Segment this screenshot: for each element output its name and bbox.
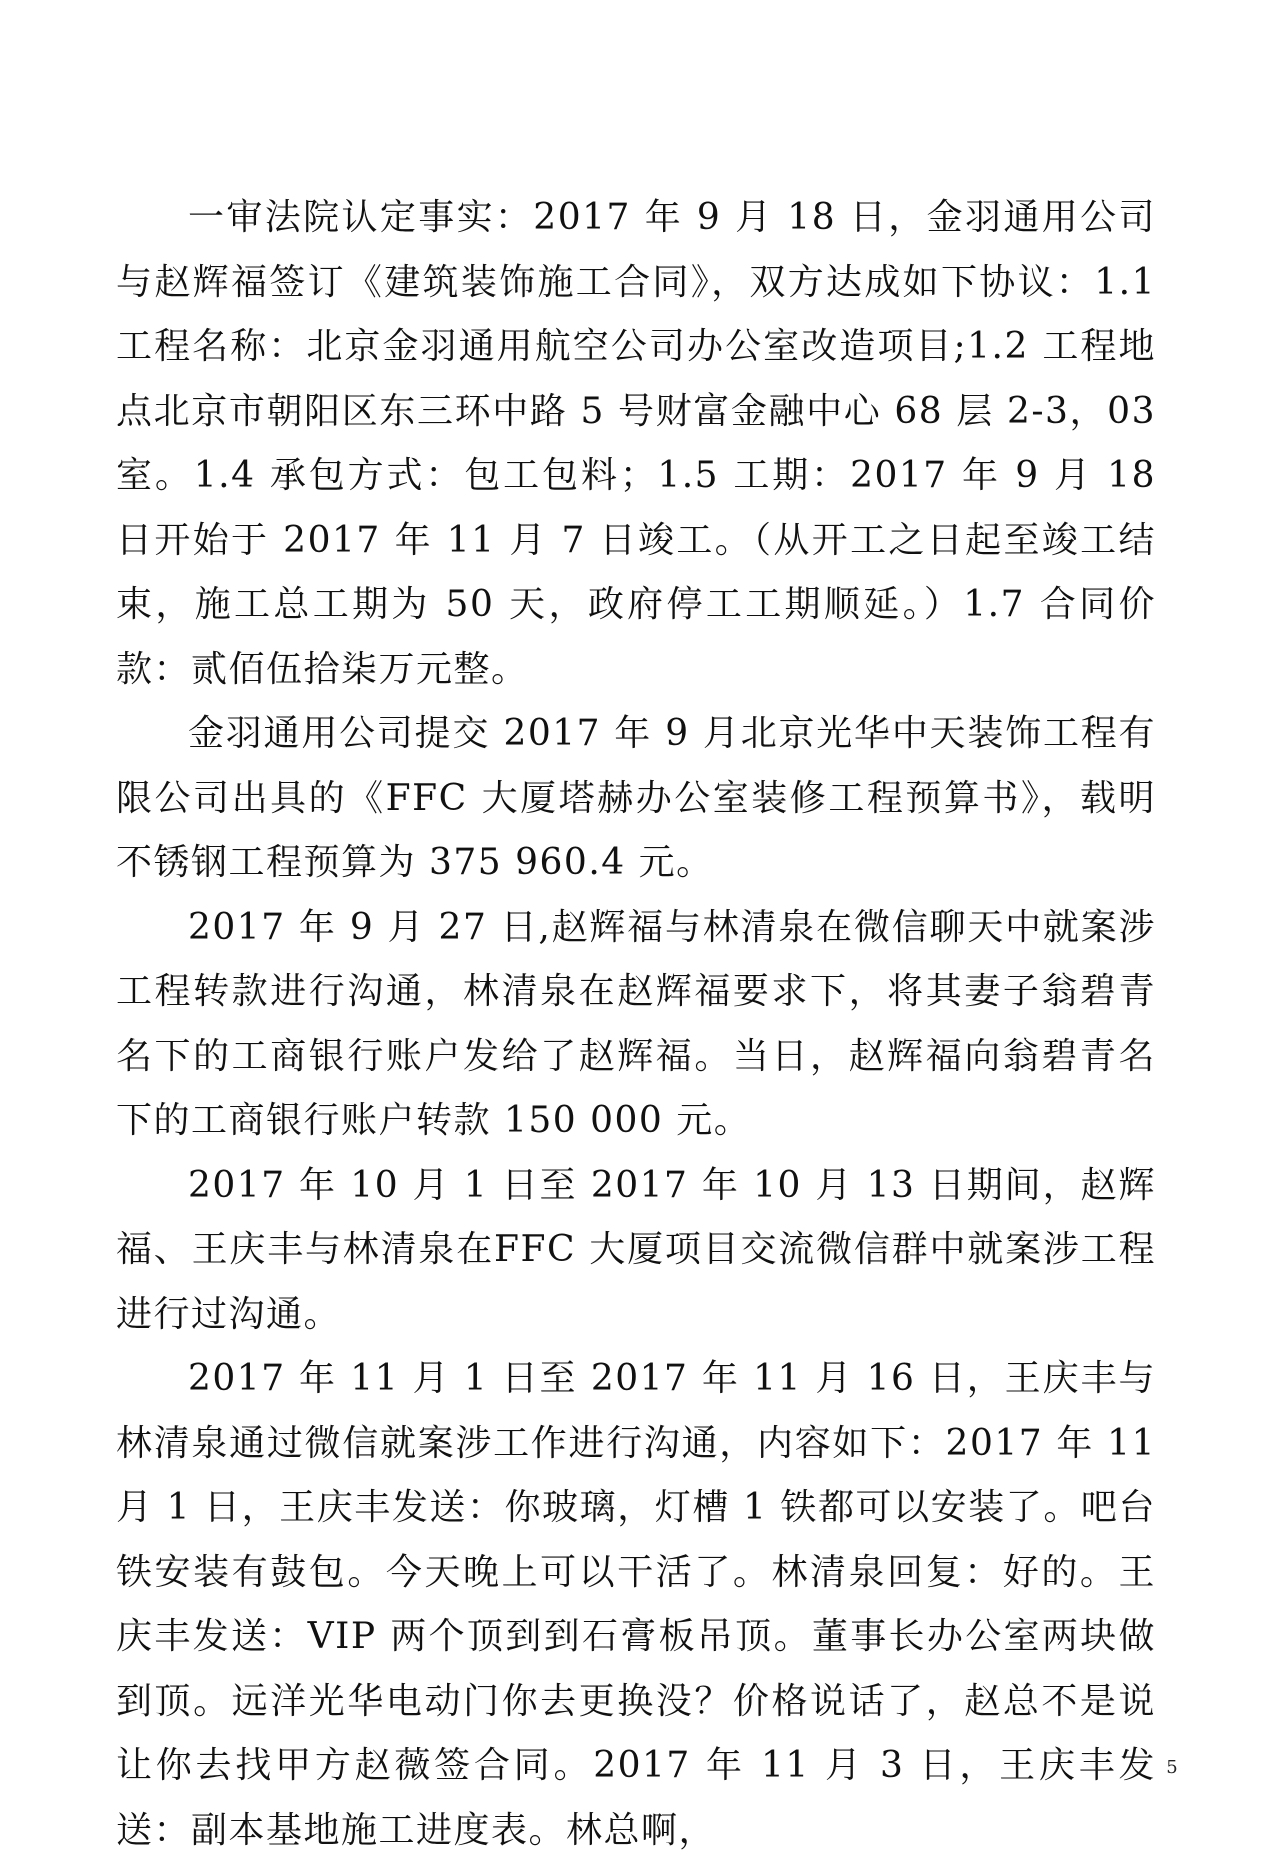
paragraph-wechat-messages: 2017 年 11 月 1 日至 2017 年 11 月 16 日，王庆丰与林清泉通过微信就案涉工作进行沟通，内容如下：2017 年 11 月 1 日，王庆丰发送：你玻璃，灯槽 1 铁都可以安装了。吧台铁安装有鼓包。今天晚上可以干活了。林清泉回复：好的。王庆丰发送：VIP 两个顶到到石膏板吊顶。董事长办公室两块做到顶。远洋光华电动门你去更换没？价格说话了，赵总不是说让你去找甲方赵薇签合同。2017 年 11 月 3 日，王庆丰发送：副本基地施工进度表。林总啊， [116, 1358, 1156, 1851]
paragraph-wechat-group: 2017 年 10 月 1 日至 2017 年 10 月 13 日期间，赵辉福、王庆丰与林清泉在FFC 大厦项目交流微信群中就案涉工程进行过沟通。 [116, 1164, 1156, 1335]
paragraph-court-findings: 一审法院认定事实：2017 年 9 月 18 日，金羽通用公司与赵辉福签订《建筑装饰施工合同》，双方达成如下协议：1.1 工程名称：北京金羽通用航空公司办公室改造项目;1.2 工程地点北京市朝阳区东三环中路 5 号财富金融中心 68 层 2-3，03 室。1.4 承包方式：包工包料；1.5 工期：2017 年 9 月 18 日开始于 2017 年 11 月 7 日竣工。（从开工之日起至竣工结束，施工总工期为 50 天，政府停工工期顺延。）1.7 合同价款：贰佰伍拾柒万元整。 [116, 197, 1156, 690]
paragraph-budget-document: 金羽通用公司提交 2017 年 9 月北京光华中天装饰工程有限公司出具的《FFC 大厦塔赫办公室装修工程预算书》，载明不锈钢工程预算为 375 960.4 元。 [116, 713, 1156, 883]
page-number: 5 [1166, 1757, 1178, 1778]
paragraph-transfer-record: 2017 年 9 月 27 日,赵辉福与林清泉在微信聊天中就案涉工程转款进行沟通，林清泉在赵辉福要求下，将其妻子翁碧青名下的工商银行账户发给了赵辉福。当日，赵辉福向翁碧青名下的工商银行账户转款 150 000 元。 [116, 906, 1156, 1141]
document-body [116, 186, 1156, 1863]
